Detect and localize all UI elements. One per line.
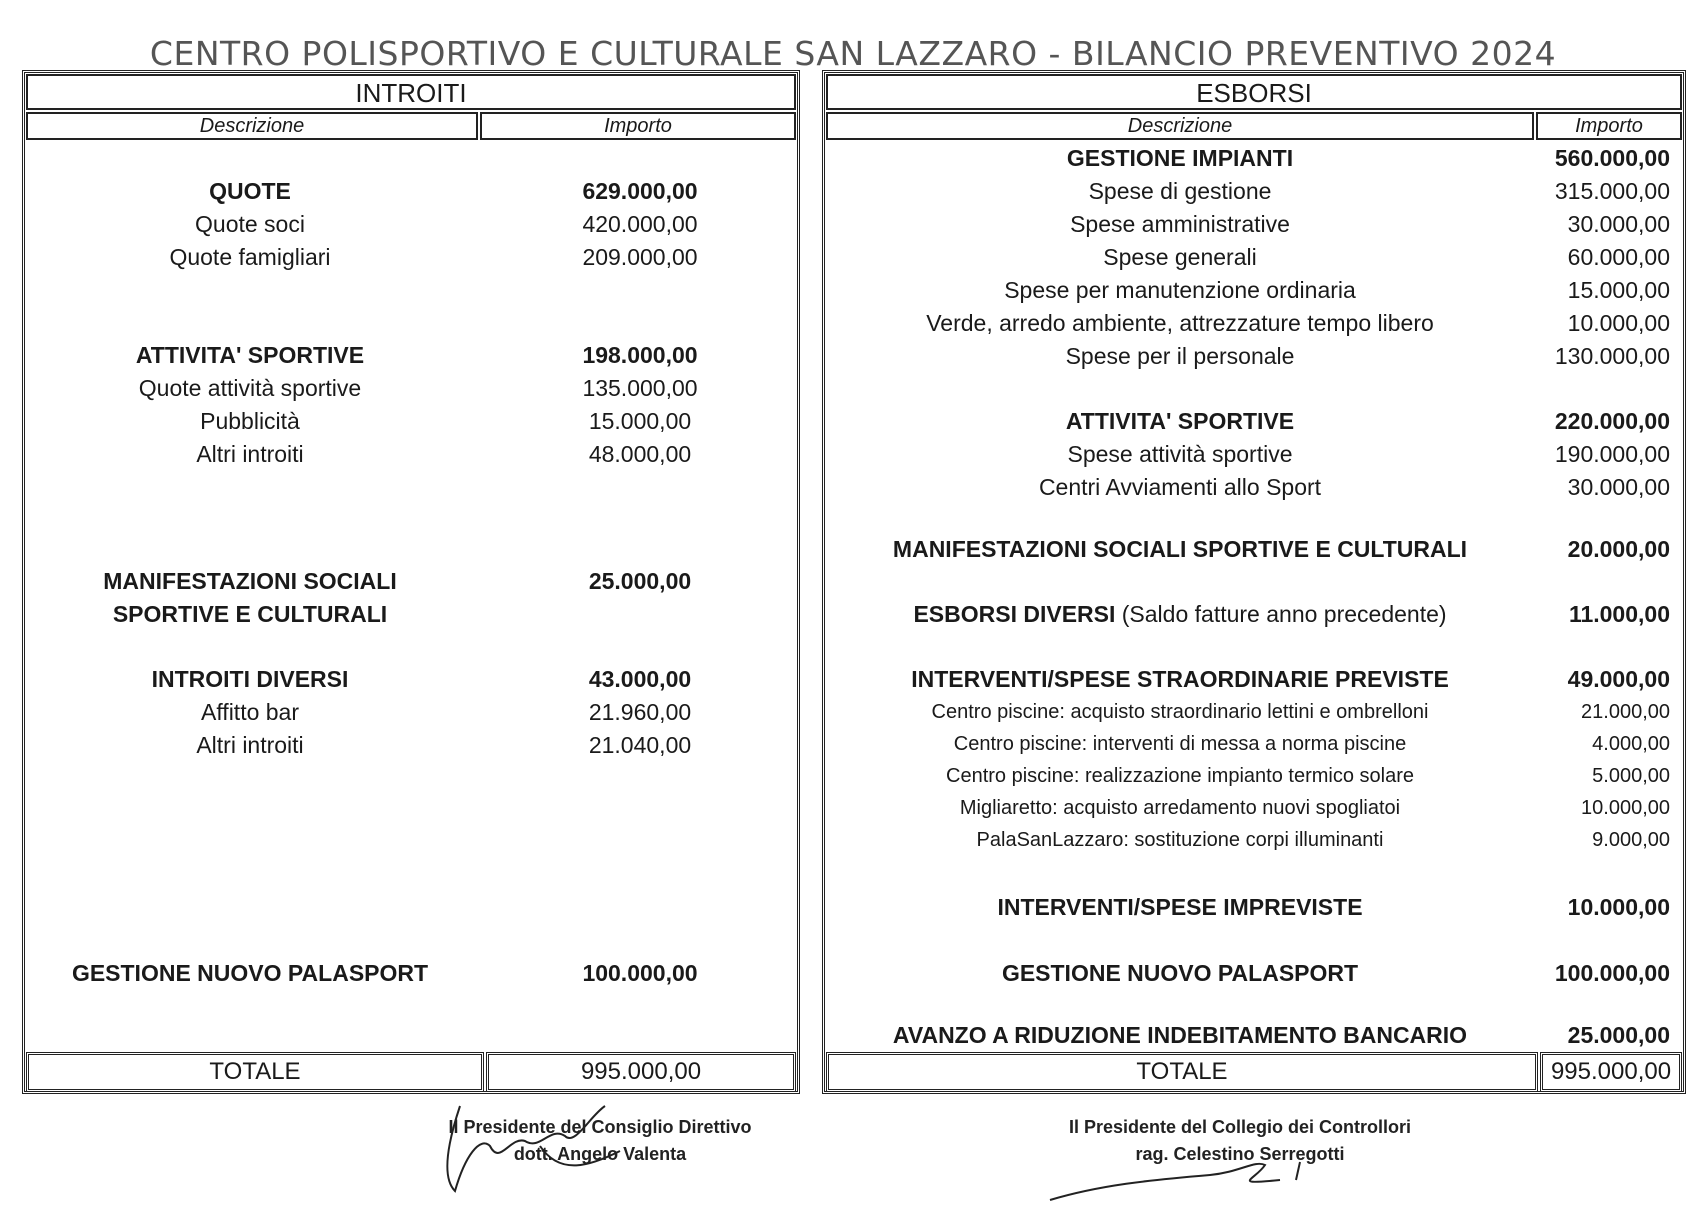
signature-left-role: Il Presidente del Consiglio Direttivo xyxy=(448,1117,752,1137)
introiti-attivita-label: ATTIVITA' SPORTIVE xyxy=(135,342,365,368)
introiti-total-amount: 995.000,00 xyxy=(486,1052,796,1092)
esborsi-attivita-item: Spese attività sportive xyxy=(1067,441,1293,467)
esborsi-diversi-note: (Saldo fatture anno precedente) xyxy=(1121,601,1447,627)
esborsi-manifestazioni-amount: 20.000,00 xyxy=(1567,536,1670,562)
introiti-diversi-item-amount: 21.960,00 xyxy=(588,699,692,725)
signature-left-handwriting xyxy=(420,1096,660,1196)
esborsi-impianti-item: Spese per manutenzione ordinaria xyxy=(1004,277,1356,303)
esborsi-impianti-item-amount: 10.000,00 xyxy=(1567,310,1670,336)
esborsi-attivita-item: Centri Avviamenti allo Sport xyxy=(1038,474,1322,500)
esborsi-impianti-item: Verde, arredo ambiente, attrezzature tempo libero xyxy=(926,310,1434,336)
signature-right-role: Il Presidente del Collegio dei Controllori xyxy=(1068,1117,1412,1137)
introiti-header: INTROITI xyxy=(26,74,796,110)
esborsi-impianti-item-amount: 15.000,00 xyxy=(1567,277,1670,303)
introiti-diversi-item: Altri introiti xyxy=(196,732,304,758)
introiti-attivita-item-amount: 48.000,00 xyxy=(588,441,692,467)
esborsi-total-label: TOTALE xyxy=(826,1052,1538,1092)
introiti-manifestazioni-label-2: SPORTIVE E CULTURALI xyxy=(112,601,388,627)
esborsi-straordinarie-label: INTERVENTI/SPESE STRAORDINARIE PREVISTE xyxy=(911,666,1449,692)
esborsi-straordinarie-item-amount: 21.000,00 xyxy=(1581,701,1670,723)
esborsi-attivita-item-amount: 190.000,00 xyxy=(1554,441,1670,467)
introiti-manifestazioni-label: MANIFESTAZIONI SOCIALI xyxy=(103,568,397,594)
esborsi-straordinarie-item-amount: 10.000,00 xyxy=(1581,797,1670,819)
introiti-diversi-item: Affitto bar xyxy=(200,699,300,725)
introiti-col-amount: Importo xyxy=(480,112,796,140)
esborsi-straordinarie-item-amount: 5.000,00 xyxy=(1592,765,1670,787)
esborsi-straordinarie-item: Centro piscine: realizzazione impianto termico solare xyxy=(946,765,1414,787)
introiti-quote-item: Quote soci xyxy=(195,211,305,237)
introiti-diversi-label: INTROITI DIVERSI xyxy=(151,666,349,692)
introiti-attivita-item: Altri introiti xyxy=(196,441,304,467)
esborsi-straordinarie-item: Centro piscine: acquisto straordinario lettini e ombrelloni xyxy=(931,701,1429,723)
introiti-manifestazioni-amount: 25.000,00 xyxy=(588,568,692,594)
esborsi-col-amount: Importo xyxy=(1536,112,1682,140)
introiti-quote-item-amount: 209.000,00 xyxy=(582,244,698,270)
esborsi-col-desc: Descrizione xyxy=(826,112,1534,140)
signature-right-handwriting xyxy=(1040,1150,1340,1210)
introiti-total-label: TOTALE xyxy=(26,1052,484,1092)
signature-left-name: dott. Angelo Valenta xyxy=(513,1144,687,1164)
introiti-quote-label: QUOTE xyxy=(209,178,291,204)
introiti-attivita-item-amount: 135.000,00 xyxy=(582,375,698,401)
esborsi-straordinarie-amount: 49.000,00 xyxy=(1567,666,1670,692)
introiti-quote-amount: 629.000,00 xyxy=(582,178,698,204)
esborsi-straordinarie-item-amount: 4.000,00 xyxy=(1592,733,1670,755)
esborsi-impianti-item-amount: 315.000,00 xyxy=(1554,178,1670,204)
introiti-col-desc: Descrizione xyxy=(26,112,478,140)
esborsi-straordinarie-item: PalaSanLazzaro: sostituzione corpi illuminanti xyxy=(976,829,1384,851)
esborsi-impianti-item: Spese amministrative xyxy=(1070,211,1290,237)
esborsi-impianti-item-amount: 60.000,00 xyxy=(1567,244,1670,270)
esborsi-straordinarie-item-amount: 9.000,00 xyxy=(1592,829,1670,851)
introiti-attivita-item-amount: 15.000,00 xyxy=(588,408,692,434)
introiti-attivita-item: Pubblicità xyxy=(200,408,300,434)
introiti-attivita-item: Quote attività sportive xyxy=(138,375,362,401)
esborsi-impianti-label: GESTIONE IMPIANTI xyxy=(1066,145,1294,171)
esborsi-impianti-item: Spese di gestione xyxy=(1088,178,1272,204)
introiti-attivita-amount: 198.000,00 xyxy=(582,342,698,368)
esborsi-attivita-label: ATTIVITA' SPORTIVE xyxy=(1065,408,1295,434)
esborsi-impianti-amount: 560.000,00 xyxy=(1554,145,1670,171)
introiti-palasport-label: GESTIONE NUOVO PALASPORT xyxy=(71,960,429,986)
document-title: CENTRO POLISPORTIVO E CULTURALE SAN LAZZARO - BILANCIO PREVENTIVO 2024 xyxy=(149,34,1557,73)
esborsi-impianti-item-amount: 130.000,00 xyxy=(1554,343,1670,369)
esborsi-avanzo-amount: 25.000,00 xyxy=(1567,1022,1670,1048)
introiti-quote-item-amount: 420.000,00 xyxy=(582,211,698,237)
esborsi-avanzo-label: AVANZO A RIDUZIONE INDEBITAMENTO BANCARIO xyxy=(892,1022,1468,1048)
esborsi-impianti-item: Spese generali xyxy=(1103,244,1257,270)
signature-right-name: rag. Celestino Serregotti xyxy=(1135,1144,1345,1164)
esborsi-impianti-item-amount: 30.000,00 xyxy=(1567,211,1670,237)
esborsi-impianti-item: Spese per il personale xyxy=(1065,343,1295,369)
esborsi-palasport-amount: 100.000,00 xyxy=(1554,960,1670,986)
esborsi-header: ESBORSI xyxy=(826,74,1682,110)
introiti-diversi-amount: 43.000,00 xyxy=(588,666,692,692)
esborsi-attivita-amount: 220.000,00 xyxy=(1554,408,1670,434)
introiti-quote-item: Quote famigliari xyxy=(169,244,331,270)
esborsi-total-amount: 995.000,00 xyxy=(1540,1052,1682,1092)
esborsi-impreviste-label: INTERVENTI/SPESE IMPREVISTE xyxy=(997,894,1363,920)
esborsi-diversi-label: ESBORSI DIVERSI xyxy=(913,601,1116,627)
esborsi-straordinarie-item: Migliaretto: acquisto arredamento nuovi spogliatoi xyxy=(959,797,1401,819)
introiti-palasport-amount: 100.000,00 xyxy=(582,960,698,986)
esborsi-straordinarie-item: Centro piscine: interventi di messa a norma piscine xyxy=(953,733,1407,755)
esborsi-impreviste-amount: 10.000,00 xyxy=(1567,894,1670,920)
esborsi-attivita-item-amount: 30.000,00 xyxy=(1567,474,1670,500)
introiti-diversi-item-amount: 21.040,00 xyxy=(588,732,692,758)
esborsi-manifestazioni-label: MANIFESTAZIONI SOCIALI SPORTIVE E CULTURALI xyxy=(892,536,1468,562)
esborsi-diversi-amount: 11.000,00 xyxy=(1568,601,1670,627)
esborsi-palasport-label: GESTIONE NUOVO PALASPORT xyxy=(1001,960,1359,986)
esborsi-diversi-row xyxy=(850,599,1510,629)
